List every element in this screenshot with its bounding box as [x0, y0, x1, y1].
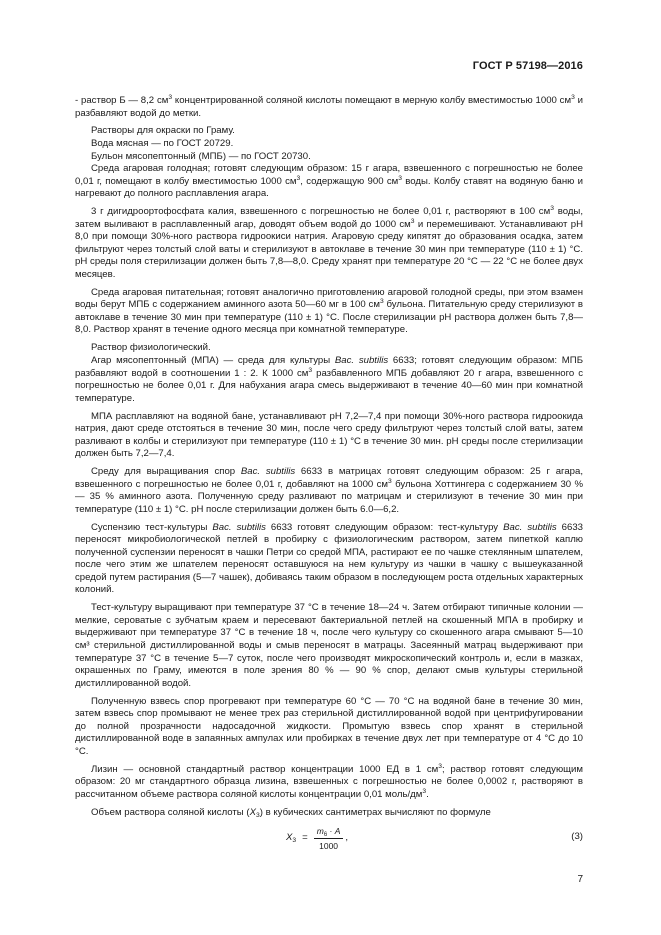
formula-fraction	[314, 825, 344, 853]
paragraph: Агар мясопептонный (МПА) — среда для культуры Bac. subtilis 6633; готовят следующим образом: МПБ разбавляют водой в соотношении 1 : 2. К 1000 $см^3$ разбавленного МПБ добавляют 20 г агара, взвешенного с погрешностью не более 0,01 г. Для набухания агара смесь выдерживают в течение 40—60 мин при комнатной температуре.	[75, 354, 583, 404]
paragraph: Суспензию тест-культуры Bac. subtilis 6633 готовят следующим образом: тест-культуру Bac. subtilis 6633 переносят микробиологической петлей в пробирку с физиологическим раствором, затем пипеткой каплю полученной суспензии переносят в чашки Петри со средой МПА, растирают ее по чашке стеклянным шпателем, после чего этим же шпателем переносят оставшуюся на нем культуру из чашки в чашку с вышеуказанной средой путем растирания (5—7 чашек), добиваясь таким образом в последующем роста отдельных характерных колоний.	[75, 521, 584, 596]
paragraph: Растворы для окраски по Граму.	[91, 125, 235, 137]
paragraph: Тест-культуру выращивают при температуре 37 °С в течение 18—24 ч. Затем отбирают типичные колонии — мелкие, сероватые с зубчатым краем и пересевают бактериальной петлей на скошенный МПА в пробирку и выдерживают при температуре 37 °С в течение 18 ч, после чего культуру со скошенного агара смывают 5—10 см³ стерильной дистиллированной воды и смыв переносят в матрацы. Засеянный матрац выдерживают при температуре 37 °С в течение 5—7 суток, после чего производят микроскопический контроль и, если в мазках, окрашенных по Граму, имеются в поле зрения 80 % — 90 % спор, делают смыв культуры стерильной дистиллированной водой.	[75, 602, 583, 689]
paragraph: Вода мясная — по ГОСТ 20729.	[91, 138, 234, 150]
paragraph: Бульон мясопептонный (МПБ) — по ГОСТ 20730.	[91, 150, 311, 162]
paragraph: Среда агаровая питательная; готовят аналогично приготовлению агаровой голодной среды, при этом взамен воды берут МПБ с содержанием аминного азота 50—60 мг в 100 $см^3$ бульона. Питательную среду стерилизуют в автоклаве в течение 30 мин при температуре (110 ± 1) °С. После стерилизации pH раствора должен быть 7,8—8,0. Раствор хранят в течение одного месяца при комнатной температуре.	[75, 286, 584, 336]
paragraph: 3 г дигидроортофосфата калия, взвешенного с погрешностью не более 0,01 г, растворяют в 100 $см^3$ воды, затем выливают в расплавленный агар, доводят объем водой до 1000 $см^3$ и перемешивают. Устанавливают pH 8,0 при помощи 30%-ного раствора гидроокиси натрия. Агаровую среду кипятят до образования осадка, затем фильтруют через толстый слой ваты и стерилизуют в автоклаве в течение 30 мин при температуре (110 ± 1) °С. pH среды поля стерилизации должен быть 7,8—8,0. Среду хранят при температуре 20 °С — 22 °С не более двух месяцев.	[75, 205, 583, 280]
page-number: 7	[577, 874, 583, 885]
paragraph: Раствор физиологический.	[91, 342, 211, 354]
formula-block	[75, 825, 583, 861]
paragraph: Лизин — основной стандартный раствор концентрации 1000 ЕД в 1 $см^3$; раствор готовят следующим образом: 20 мг стандартного образца лизина, взвешенных с погрешностью не более 0,0002 г, растворяют в рассчитанном объеме раствора соляной кислоты концентрации 0,01 моль/$дм^3$.	[75, 762, 583, 800]
formula-lhs: $X_3$	[286, 832, 297, 845]
formula	[286, 825, 348, 853]
formula-equals: =	[302, 832, 308, 844]
formula-numerator: $m_6 \cdot A$	[314, 825, 344, 840]
paragraph: МПА расплавляют на водяной бане, устанавливают pH 7,2—7,4 при помощи 30%-ного раствора гидроокида натрия, дают среде отстояться в течение 30 мин, после чего среду фильтруют через толстый слой ваты, затем разливают в колбы и стерилизуют при температуре (110 ± 1) °С в течение 30 мин. pH среды после стерилизации должен быть 7,2—7,4.	[75, 410, 583, 460]
paragraph: Среду для выращивания спор Bac. subtilis 6633 в матрицах готовят следующим образом: 25 г агара, взвешенного с погрешностью не более 0,01 г, добавляют на 1000 $см^3$ бульона Хоттингера с содержанием 30 % — 35 % аминного азота. Полученную среду разливают по матрицам и стерилизуют в течение 30 мин при температуре (110 ± 1) °С. pH после стерилизации должен быть 6.0—6,2.	[75, 466, 584, 515]
document-body	[75, 95, 583, 861]
paragraph: Среда агаровая голодная; готовят следующим образом: 15 г агара, взвешенного с погрешностью не более 0,01 г, помещают в колбу вместимостью 1000 $см^3$, содержащую 900 $см^3$ воды. Колбу ставят на водяную баню и нагревают до полного расплавления агара.	[75, 163, 583, 200]
formula-denominator: 1000	[319, 841, 339, 852]
paragraph: Полученную взвесь спор прогревают при температуре 60 °С — 70 °С на водяной бане в течение 30 мин, затем взвесь спор промывают не менее трех раз стерильной дистиллированной водой при центрифугировании до полной прозрачности надосадочной жидкости. Промытую взвесь спор хранят в стерильной дистиллированной воде в запаянных ампулах или пробирках в течение двух лет при температуре от 4 °С до 10 °С.	[75, 695, 583, 757]
document-code: ГОСТ Р 57198—2016	[472, 60, 583, 72]
equation-number: (3)	[571, 830, 583, 842]
paragraph: - раствор Б — 8,2 $см^3$ концентрированной соляной кислоты помещают в мерную колбу вместимостью 1000 $см^3$ и разбавляют водой до метки.	[75, 94, 583, 119]
formula-comma: ,	[345, 832, 349, 844]
paragraph: Объем раствора соляной кислоты $(X_3)$ в кубических сантиметрах вычисляют по формуле	[91, 806, 491, 819]
